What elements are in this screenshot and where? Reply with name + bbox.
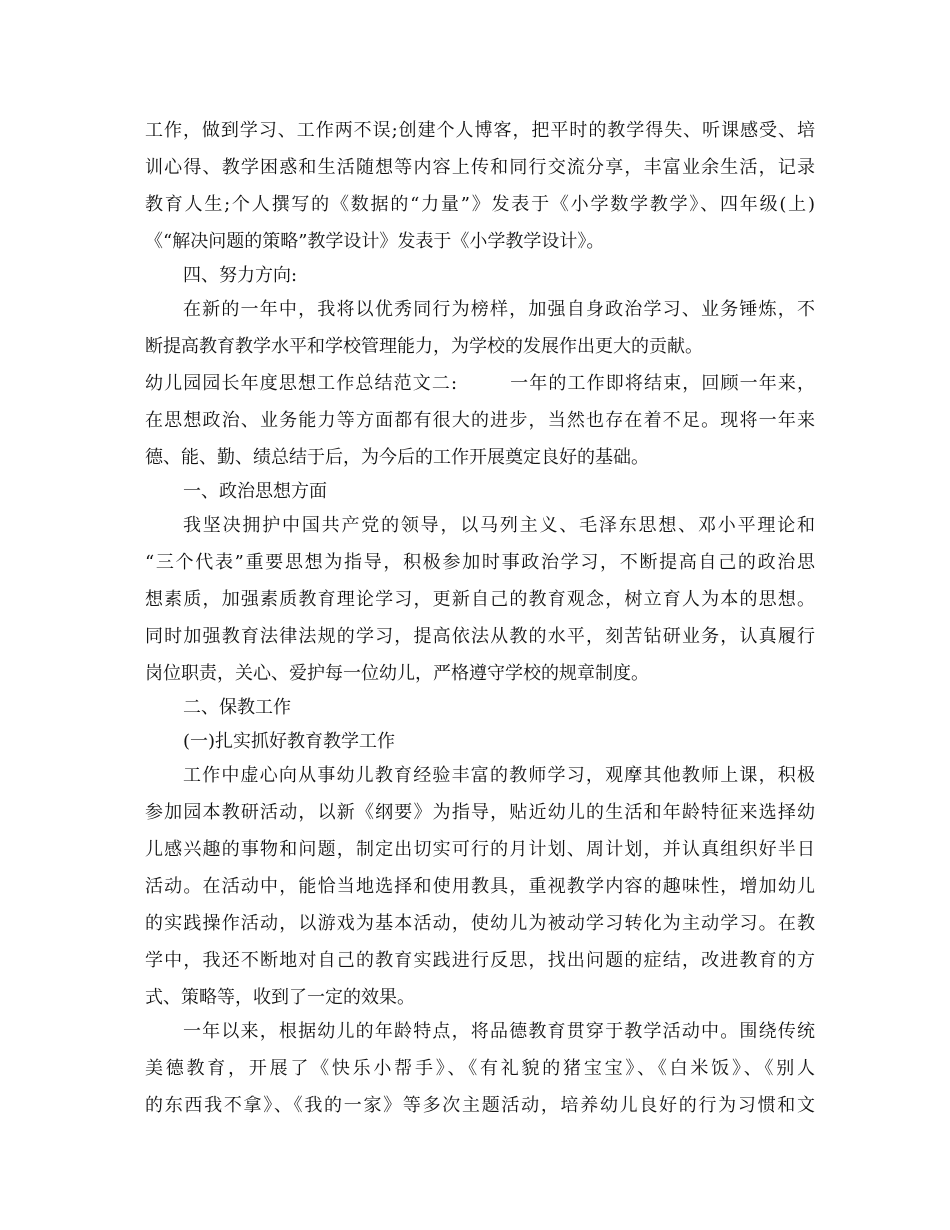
- article-title: 幼儿园园长年度思想工作总结范文二:: [145, 373, 458, 394]
- text-line: 我坚决拥护中国共产党的领导，以马列主义、毛泽东思想、邓小平理论和: [183, 515, 815, 536]
- text-line: 工作中虚心向从事幼儿教育经验丰富的教师学习，观摩其他教师上课，积极: [183, 765, 815, 786]
- section-heading: 一、政治思想方面: [183, 481, 327, 502]
- text-line: 参加园本教研活动，以新《纲要》为指导，贴近幼儿的生活和年龄特征来选择幼: [145, 802, 815, 823]
- text-line: 同时加强教育法律法规的学习，提高依法从教的水平，刻苦钻研业务，认真履行: [145, 626, 815, 647]
- text-line: 岗位职责，关心、爱护每一位幼儿，严格遵守学校的规章制度。: [145, 663, 649, 684]
- text-line-segment: 一年的工作即将结束，回顾一年来，: [509, 373, 815, 394]
- section-heading: 二、保教工作: [183, 697, 291, 718]
- text-line: “三个代表”重要思想为指导，积极参加时事政治学习，不断提高自己的政治思: [145, 552, 815, 573]
- text-line: 《“解决问题的策略”教学设计》发表于《小学教学设计》。: [145, 231, 605, 252]
- text-line: 想素质，加强素质教育理论学习，更新自己的教育观念，树立育人为本的思想。: [145, 589, 815, 610]
- text-line: 的东西我不拿》、《我的一家》等多次主题活动，培养幼儿良好的行为习惯和文: [145, 1095, 815, 1116]
- text-line: 在新的一年中，我将以优秀同行为榜样，加强自身政治学习、业务锤炼，不: [183, 299, 815, 320]
- text-line: 式、策略等，收到了一定的效果。: [145, 987, 415, 1008]
- text-line: [145, 372, 815, 396]
- text-line: 工作，做到学习、工作两不误;创建个人博客，把平时的教学得失、听课感受、培: [145, 120, 815, 141]
- section-heading: 四、努力方向:: [183, 265, 298, 286]
- text-line: 学中，我还不断地对自己的教育实践进行反思，找出问题的症结，改进教育的方: [145, 950, 815, 971]
- text-line: 教育人生;个人撰写的《数据的“力量”》发表于《小学数学教学》、四年级(上): [145, 194, 815, 215]
- text-line: 活动。在活动中，能恰当地选择和使用教具，重视教学内容的趣味性，增加幼儿: [145, 876, 815, 897]
- text-line: 训心得、教学困惑和生活随想等内容上传和同行交流分享，丰富业余生活，记录: [145, 157, 815, 178]
- text-line: 德、能、勤、绩总结于后，为今后的工作开展奠定良好的基础。: [145, 447, 649, 468]
- text-line: 断提高教育教学水平和学校管理能力，为学校的发展作出更大的贡献。: [145, 336, 703, 357]
- text-line: 的实践操作活动，以游戏为基本活动，使幼儿为被动学习转化为主动学习。在教: [145, 913, 815, 934]
- text-line: 在思想政治、业务能力等方面都有很大的进步，当然也存在着不足。现将一年来: [145, 410, 815, 431]
- subsection-heading: (一)扎实抓好教育教学工作: [183, 731, 396, 752]
- text-line: 一年以来，根据幼儿的年龄特点，将品德教育贯穿于教学活动中。围绕传统: [183, 1021, 815, 1042]
- text-line: 儿感兴趣的事物和问题，制定出切实可行的月计划、周计划，并认真组织好半日: [145, 839, 815, 860]
- text-line: 美德教育，开展了《快乐小帮手》、《有礼貌的猪宝宝》、《白米饭》、《别人: [145, 1058, 815, 1079]
